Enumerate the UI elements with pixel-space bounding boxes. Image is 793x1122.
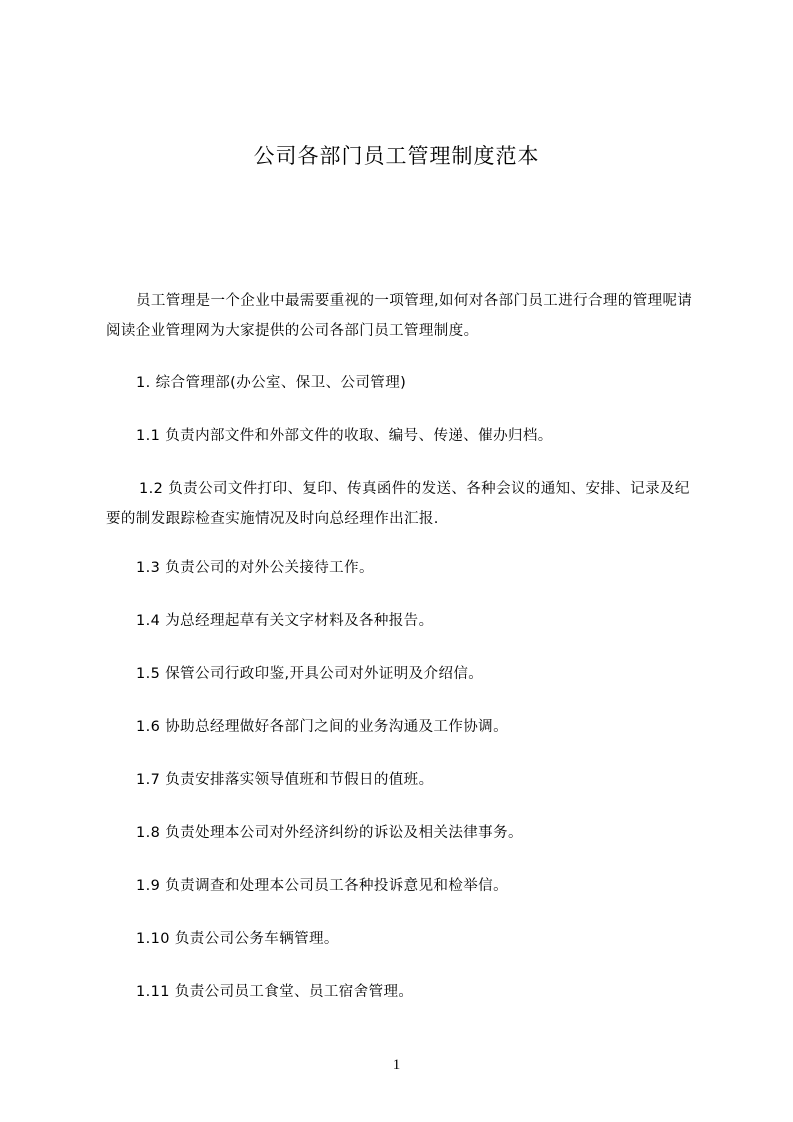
page-number: 1: [392, 1057, 401, 1073]
list-item: 1.2 负责公司文件打印、复印、传真函件的发送、各种会议的通知、安排、记录及纪要的制发跟踪检查实施情况及时向总经理作出汇报.: [106, 481, 690, 527]
list-item: 1.3 负责公司的对外公关接待工作。: [136, 560, 374, 576]
list-item: 1.7 负责安排落实领导值班和节假日的值班。: [136, 772, 434, 788]
list-item: 1.1 负责内部文件和外部文件的收取、编号、传递、催办归档。: [136, 428, 553, 444]
list-item: 1.9 负责调查和处理本公司员工各种投诉意见和检举信。: [136, 878, 508, 894]
list-item: 1.10 负责公司公务车辆管理。: [136, 931, 339, 947]
list-item: 1.6 协助总经理做好各部门之间的业务沟通及工作协调。: [136, 719, 508, 735]
list-item: 1.4 为总经理起草有关文字材料及各种报告。: [136, 613, 434, 629]
section-heading: 1. 综合管理部(办公室、保卫、公司管理): [136, 375, 407, 391]
list-item: 1.11 负责公司员工食堂、员工宿舍管理。: [136, 984, 414, 1000]
list-item: 1.5 保管公司行政印鉴,开具公司对外证明及介绍信。: [136, 666, 484, 682]
document-title: 公司各部门员工管理制度范本: [253, 144, 540, 168]
list-item: 1.8 负责处理本公司对外经济纠纷的诉讼及相关法律事务。: [136, 825, 523, 841]
intro-paragraph: 员工管理是一个企业中最需要重视的一项管理,如何对各部门员工进行合理的管理呢请阅读企业管理网为大家提供的公司各部门员工管理制度。: [106, 293, 693, 339]
